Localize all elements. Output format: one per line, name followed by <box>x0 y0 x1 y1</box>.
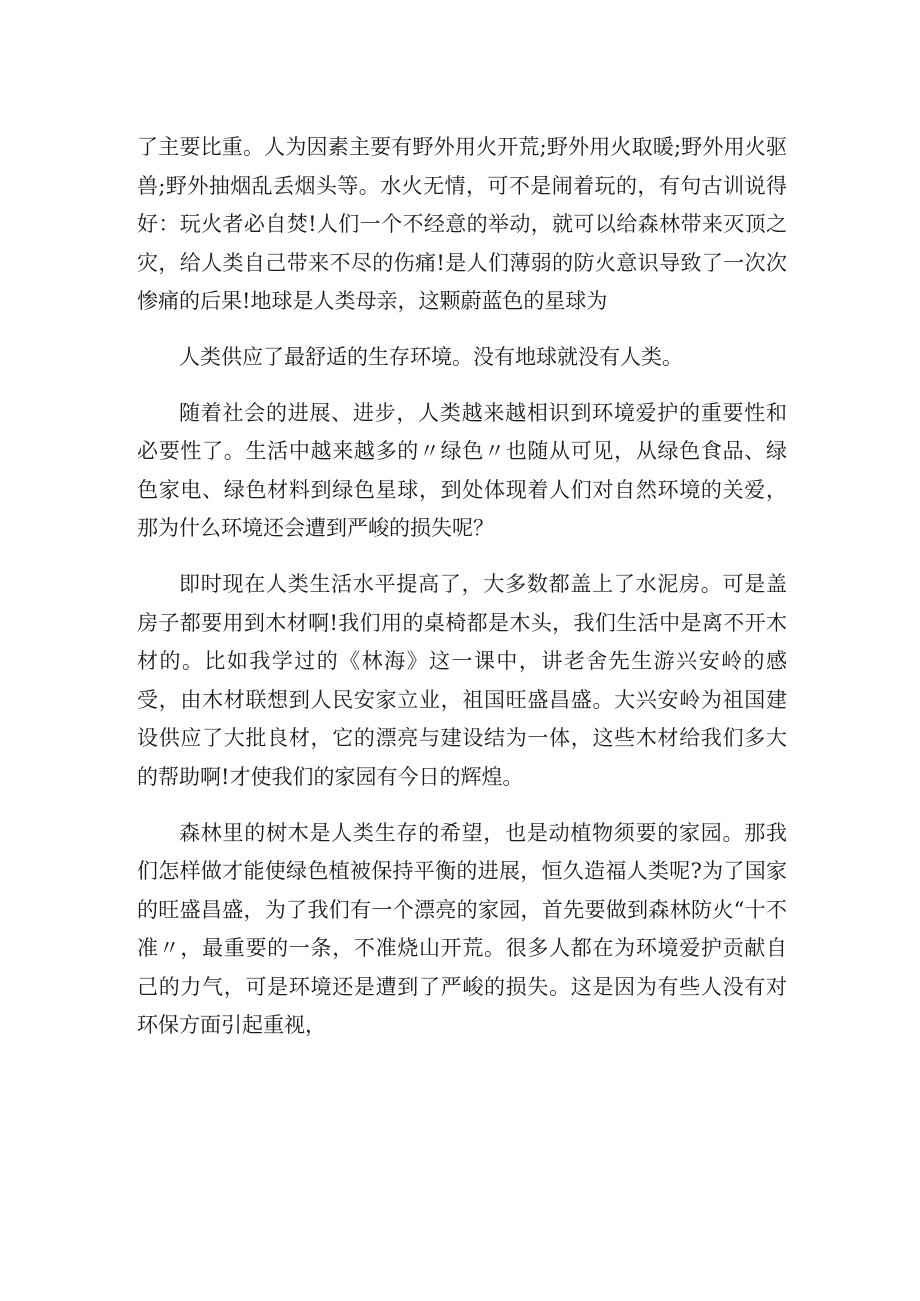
document-body <box>137 128 787 1045</box>
paragraph-5: 森林里的树木是人类生存的希望，也是动植物须要的家园。那我们怎样做才能使绿色植被保持平衡的进展，恒久造福人类呢?为了国家的旺盛昌盛，为了我们有一个漂亮的家园，首先要做到森林防火“十不准〃，最重要的一条，不准烧山开荒。很多人都在为环境爱护贡献自己的力气，可是环境还是遭到了严峻的损失。这是因为有些人没有对环保方面引起重视， <box>137 820 787 1038</box>
paragraph-1: 了主要比重。人为因素主要有野外用火开荒;野外用火取暖;野外用火驱兽;野外抽烟乱丢烟头等。水火无情，可不是闹着玩的，有句古训说得好：玩火者必自焚!人们一个不经意的举动，就可以给森林带来灭顶之灾，给人类自己带来不尽的伤痛!是人们薄弱的防火意识导致了一次次惨痛的后果!地球是人类母亲，这颗蔚蓝色的星球为 <box>137 135 787 314</box>
paragraph-2: 人类供应了最舒适的生存环境。没有地球就没有人类。 <box>179 344 683 369</box>
paragraph-3: 随着社会的进展、进步，人类越来越相识到环境爱护的重要性和必要性了。生活中越来越多的〃绿色〃也随从可见，从绿色食品、绿色家电、绿色材料到绿色星球，到处体现着人们对自然环境的关爱，那为什么环境还会遭到严峻的损失呢？ <box>137 400 787 541</box>
paragraph-4: 即时现在人类生活水平提高了，大多数都盖上了水泥房。可是盖房子都要用到木材啊!我们用的桌椅都是木头，我们生活中是离不开木材的。比如我学过的《林海》这一课中，讲老舍先生游兴安岭的感受，由木材联想到人民安家立业，祖国旺盛昌盛。大兴安岭为祖国建设供应了大批良材，它的漂亮与建设结为一体，这些木材给我们多大的帮助啊!才使我们的家园有今日的辉煌。 <box>137 571 787 789</box>
